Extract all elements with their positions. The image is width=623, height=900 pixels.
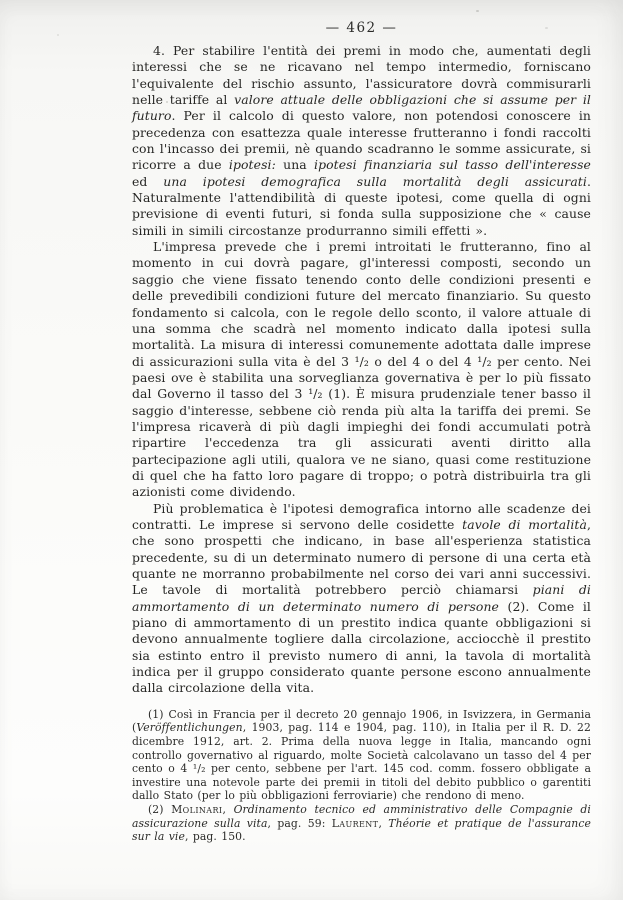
scan-speck — [476, 10, 479, 12]
italic-run: Théorie et pratique de l'assurance sur la vie — [132, 816, 591, 844]
text-run: , — [378, 816, 389, 830]
footnotes-section — [132, 708, 591, 844]
italic-run: Ordinamento tecnico ed amministrativo delle Compagnie di assicurazione sulla vita — [132, 802, 591, 830]
text-run: . Per il calcolo di questo valore, non potendosi conoscere in precedenza con esattezza quale interesse frutteranno i fondi raccolti con l'incasso dei premii, nè quando scadranno le somme assicurate, si ricorre a due — [132, 108, 591, 173]
footnote-2 — [132, 803, 591, 844]
text-run: (2). Come il piano di ammortamento di un prestito indica quante obbligazioni si devono annualmente togliere dalla circolazione, acciocchè il prestito sia estinto entro il previsto numero di anni, la tavola di mortalità indica per il gruppo considerato quante persone escono annualmente dalla circolazione della vita. — [132, 598, 591, 696]
text-run: (2) — [148, 802, 172, 816]
text-run: Più problematica è l'ipotesi demografica intorno alle scadenze dei contratti. Le imprese si servono delle cosidette — [132, 500, 591, 532]
footnote-1 — [132, 708, 591, 803]
text-run: . Naturalmente l'attendibilità di queste ipotesi, come quella di ogni previsione di eventi futuri, si fonda sulla supposizione che « cause simili in simili circostanze produrranno simili effetti ». — [132, 173, 591, 238]
italic-run: tavole di mortalità — [462, 516, 587, 532]
smallcaps-author-name: Laurent — [331, 816, 379, 830]
italic-run: ipotesi finanziaria sul tasso dell'interesse — [314, 157, 591, 173]
scan-speck — [545, 27, 548, 29]
scan-speck — [166, 101, 168, 103]
text-run: , pag. 150. — [184, 830, 246, 844]
text-run: , 1903, pag. 114 e 1904, pag. 110), in Italia per il R. D. 22 dicembre 1912, art. 2. Prima della nuova legge in Italia, mancando ogni controllo governativo al riguardo, molte Società calcolavano un tasso del 4 per cento o 4 ¹/₂ per cento, sebbene per l'art. 145 cod. comm. fossero obbligate a investire una notevole parte dei premii in titoli del debito pubblico o garentiti dallo Stato (per lo più obbligazioni ferroviarie) che rendono di meno. — [132, 721, 591, 803]
smallcaps-author-name: Molinari — [171, 802, 223, 816]
main-text-block — [132, 43, 591, 844]
text-run: , pag. 59: — [267, 816, 332, 830]
text-run: (1) Così in Francia per il decreto 20 gennajo 1906, in Isvizzera, in Germania ( — [132, 707, 591, 735]
paragraph-premi-valore-attuale — [132, 43, 591, 239]
text-run: ed — [132, 173, 164, 189]
italic-run: ipotesi: — [228, 157, 276, 173]
text-run: L'impresa prevede che i premi introitati le frutteranno, fino al momento in cui dovrà pagare, gl'interessi composti, secondo un saggio che viene fissato tenendo conto delle condizioni presenti e delle prevedibili condizioni future del mercato finanziario. Su questo fondamento si calcola, con le regole dello sconto, il valore attuale di una somma che scadrà nel momento indicato dalla ipotesi sulla mortalità. La misura di interessi comunemente adottata dalle imprese di assicurazioni sulla vita è del 3 ¹/₂ o del 4 o del 4 ¹/₂ per cento. Nei paesi ove è stabilita una sorveglianza governativa è per lo più fissato dal Governo il tasso del 3 ¹/₂ (1). È misura prudenziale tener basso il saggio d'interesse, sebbene ciò renda più alta la tariffa dei premi. Se l'impresa ricaverà di più dagli impieghi dei fondi accumulati potrà ripartire l'eccedenza tra gli assicurati aventi diritto alla partecipazione agli utili, qualora ve ne siano, quasi come restituzione di quel che ha fatto loro pagare di troppo; o potrà distribuirla tra gli azionisti come dividendo. — [132, 239, 591, 500]
paragraph-ipotesi-demografica — [132, 501, 591, 697]
text-run: , — [222, 802, 234, 816]
text-run: 4. Per stabilire l'entità dei premi in modo che, aumentati degli interessi che se ne ricavano nel tempo intermedio, forniscano l'equivalente del rischio assunto, l'assicuratore dovrà commisurarli nelle tariffe al — [132, 43, 591, 108]
page-number: — 462 — — [325, 20, 398, 36]
italic-run: piani di ammortamento di un determinato numero di persone — [132, 582, 591, 614]
text-run: una — [275, 157, 314, 173]
text-run: , che sono prospetti che indicano, in base all'esperienza statistica precedente, su di un determinato numero di persone di una certa età quante ne morranno probabilmente nel corso dei vari anni successivi. Le tavole di mortalità potrebbero perciò chiamarsi — [132, 516, 591, 598]
paragraph-ipotesi-finanziaria — [132, 239, 591, 501]
italic-run: Veröffentlichungen — [136, 721, 243, 735]
italic-run: valore attuale delle obbligazioni che si assume per il futuro — [132, 92, 591, 124]
scan-speck — [57, 34, 59, 36]
italic-run: una ipotesi demografica sulla mortalità degli assicurati — [163, 173, 587, 189]
